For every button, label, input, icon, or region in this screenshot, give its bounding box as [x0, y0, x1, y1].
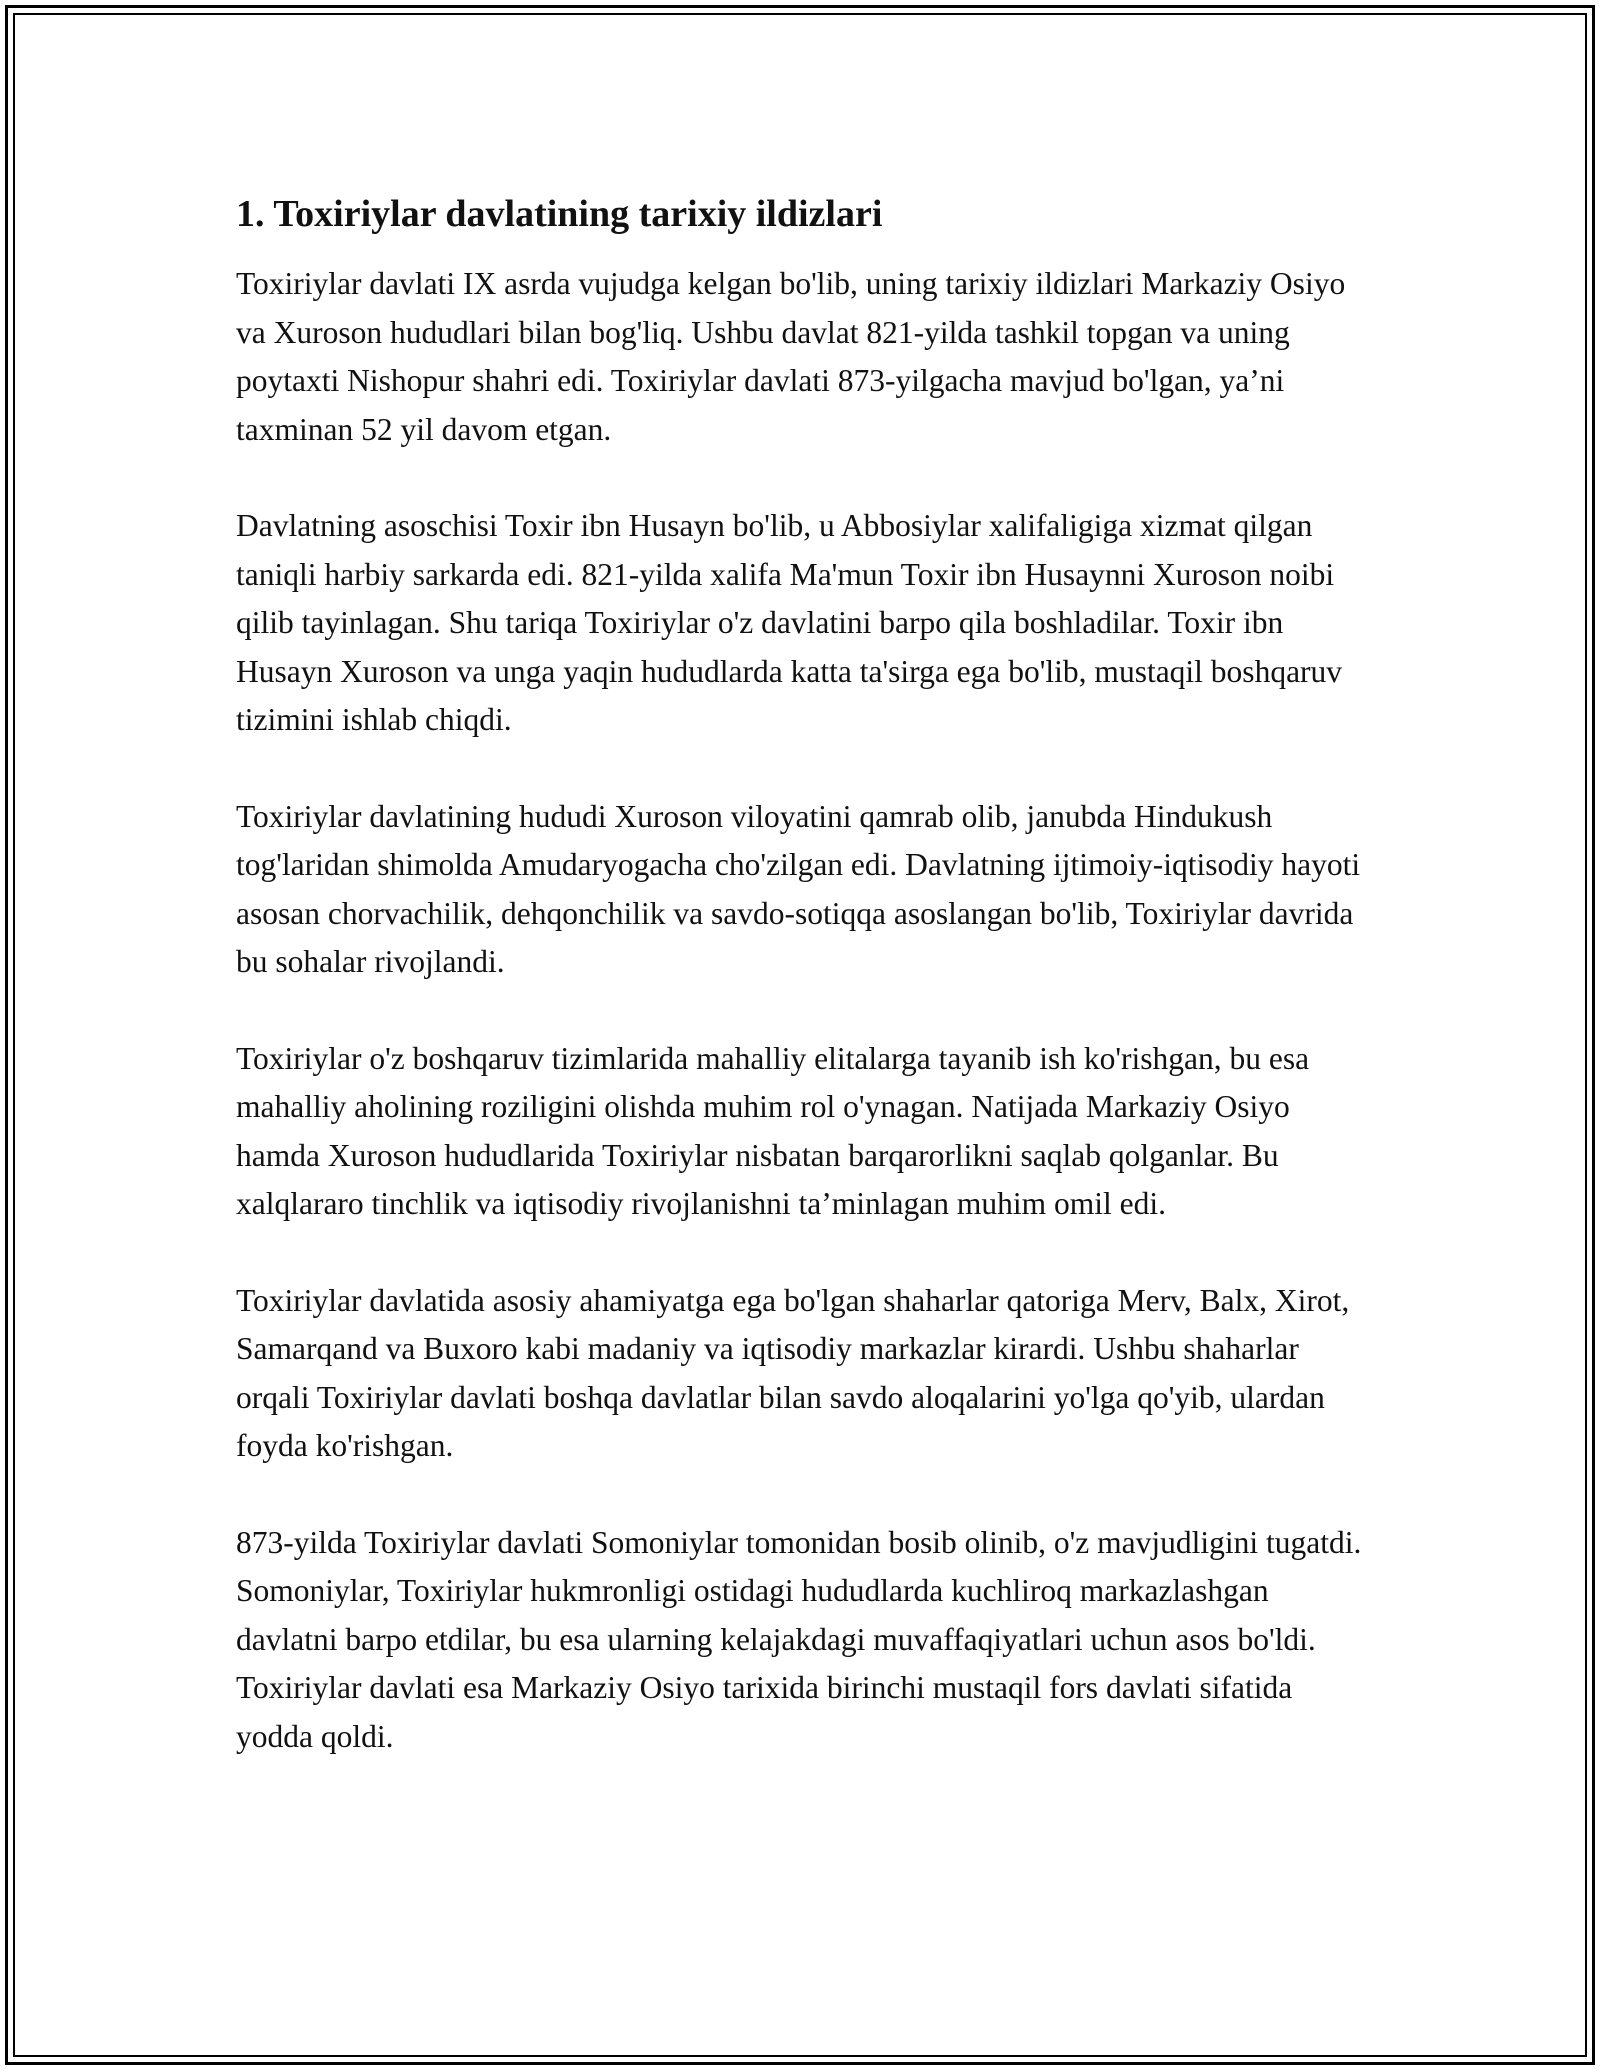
paragraph-fall: 873-yilda Toxiriylar davlati Somoniylar tomonidan bosib olinib, o'z mavjudligini tugatdi. Somoniylar, Toxiriylar hukmronligi ostidagi hududlarda kuchliroq markazlashgan davlatni barpo etdilar, bu esa ularning kelajakdagi muvaffaqiyatlari uchun asos bo'ldi. Toxiriylar davlati esa Markaziy Osiyo tarixida birinchi mustaqil fors davlati sifatida yodda qoldi.: [236, 1524, 1362, 1754]
paragraph-governance: Toxiriylar o'z boshqaruv tizimlarida mahalliy elitalarga tayanib ish ko'rishgan, bu esa mahalliy aholining roziligini olishda muhim rol o'ynagan. Natijada Markaziy Osiyo hamda Xuroson hududlarida Toxiriylar nisbatan barqarorlikni saqlab qolganlar. Bu xalqlararo tinchlik va iqtisodiy rivojlanishni ta’minlagan muhim omil edi.: [236, 1040, 1310, 1221]
page-title: 1. Toxiriylar davlatining tarixiy ildizlari: [236, 193, 883, 235]
paragraph-cities: Toxiriylar davlatida asosiy ahamiyatga ega bo'lgan shaharlar qatoriga Merv, Balx, Xirot, Samarqand va Buxoro kabi madaniy va iqtisodiy markazlar kirardi. Ushbu shaharlar orqali Toxiriylar davlati boshqa davlatlar bilan savdo aloqalarini yo'lga qo'yib, ulardan foyda ko'rishgan.: [236, 1282, 1350, 1463]
paragraph-founder: Davlatning asoschisi Toxir ibn Husayn bo'lib, u Abbosiylar xalifaligiga xizmat qilgan taniqli harbiy sarkarda edi. 821-yilda xalifa Ma'mun Toxir ibn Husaynni Xuroson noibi qilib tayinlagan. Shu tariqa Toxiriylar o'z davlatini barpo qila boshladilar. Toxir ibn Husayn Xuroson va unga yaqin hududlarda katta ta'sirga ega bo'lib, mustaqil boshqaruv tizimini ishlab chiqdi.: [236, 508, 1343, 737]
paragraph-territory: Toxiriylar davlatining hududi Xuroson viloyatini qamrab olib, janubda Hindukush tog'laridan shimolda Amudaryogacha cho'zilgan edi. Davlatning ijtimoiy-iqtisodiy hayoti asosan chorvachilik, dehqonchilik va savdo-sotiqqa asoslangan bo'lib, Toxiriylar davrida bu sohalar rivojlandi.: [236, 798, 1361, 979]
paragraph-founding: Toxiriylar davlati IX asrda vujudga kelgan bo'lib, uning tarixiy ildizlari Markaziy Osiyo va Xuroson hududlari bilan bog'liq. Ushbu davlat 821-yilda tashkil topgan va uning poytaxti Nishopur shahri edi. Toxiriylar davlati 873-yilgacha mavjud bo'lgan, ya’ni taxminan 52 yil davom etgan.: [236, 266, 1346, 447]
document-body: [236, 190, 1376, 1809]
